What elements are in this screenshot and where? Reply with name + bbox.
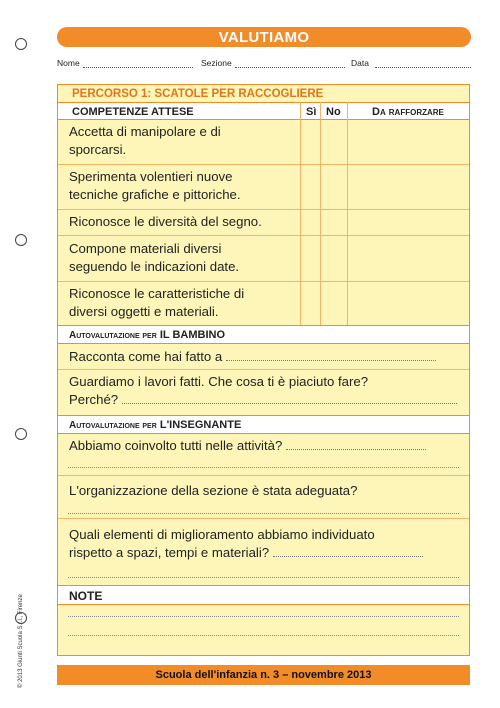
insegnante-header: [58, 415, 469, 434]
answer-line[interactable]: [286, 438, 426, 450]
answer-line[interactable]: [68, 513, 459, 514]
answer-line[interactable]: [68, 577, 459, 578]
percorso-title: PERCORSO 1: SCATOLE PER RACCOGLIERE: [72, 88, 324, 100]
bambino-prefix: Autovalutazione per: [69, 330, 157, 341]
section-field[interactable]: [235, 58, 345, 68]
note-line[interactable]: [68, 635, 459, 636]
bambino-header: [58, 325, 469, 344]
header-si: Sì: [306, 106, 317, 118]
answer-line[interactable]: [226, 349, 436, 361]
table-header: [58, 102, 469, 120]
footer: Scuola dell'infanzia n. 3 – novembre 2013: [57, 665, 470, 685]
competenza-item: Compone materiali diversi seguendo le indicazioni date.: [69, 241, 240, 274]
competenza-item: Riconosce le diversità del segno.: [69, 214, 262, 229]
header-rafforzare: Da rafforzare: [372, 106, 444, 118]
answer-line[interactable]: [122, 392, 457, 404]
punch-hole: [15, 428, 27, 440]
header-competenze: COMPETENZE ATTESE: [72, 106, 194, 118]
competenza-item: Riconosce le caratteristiche di diversi oggetti e materiali.: [69, 286, 245, 319]
insegnante-prefix: Autovalutazione per: [69, 420, 157, 431]
answer-line[interactable]: [68, 467, 459, 468]
evaluation-card: [57, 84, 470, 656]
page-title: VALUTIAMO: [57, 27, 471, 47]
bambino-question: Racconta come hai fatto a: [69, 348, 436, 366]
note-header: [58, 585, 469, 605]
copyright-note: © 2013 Giunti Scuola S.r.l., Firenze: [18, 594, 24, 688]
date-field[interactable]: [375, 58, 471, 68]
student-info-line: [57, 58, 471, 70]
header-no: No: [326, 106, 341, 118]
competenza-item: Sperimenta volentieri nuove tecniche grafiche e pittoriche.: [69, 169, 241, 202]
bambino-question: Guardiamo i lavori fatti. Che cosa ti è piaciuto fare? Perché?: [69, 373, 457, 409]
punch-hole: [15, 234, 27, 246]
section-label: Sezione: [201, 58, 232, 68]
competenza-item: Accetta di manipolare e di sporcarsi.: [69, 124, 221, 157]
insegnante-question: L'organizzazione della sezione è stata adeguata?: [69, 483, 358, 498]
name-label: Nome: [57, 58, 80, 68]
answer-line[interactable]: [273, 545, 423, 557]
insegnante-subject: L'INSEGNANTE: [159, 419, 242, 431]
bambino-subject: IL BAMBINO: [159, 329, 226, 341]
insegnante-question: Abbiamo coinvolto tutti nelle attività?: [69, 437, 426, 455]
date-label: Data: [351, 58, 369, 68]
note-line[interactable]: [68, 616, 459, 617]
punch-hole: [15, 38, 27, 50]
note-label: NOTE: [69, 589, 103, 603]
name-field[interactable]: [83, 58, 193, 68]
insegnante-question: Quali elementi di miglioramento abbiamo individuato rispetto a spazi, tempi e materiali?: [69, 526, 423, 562]
